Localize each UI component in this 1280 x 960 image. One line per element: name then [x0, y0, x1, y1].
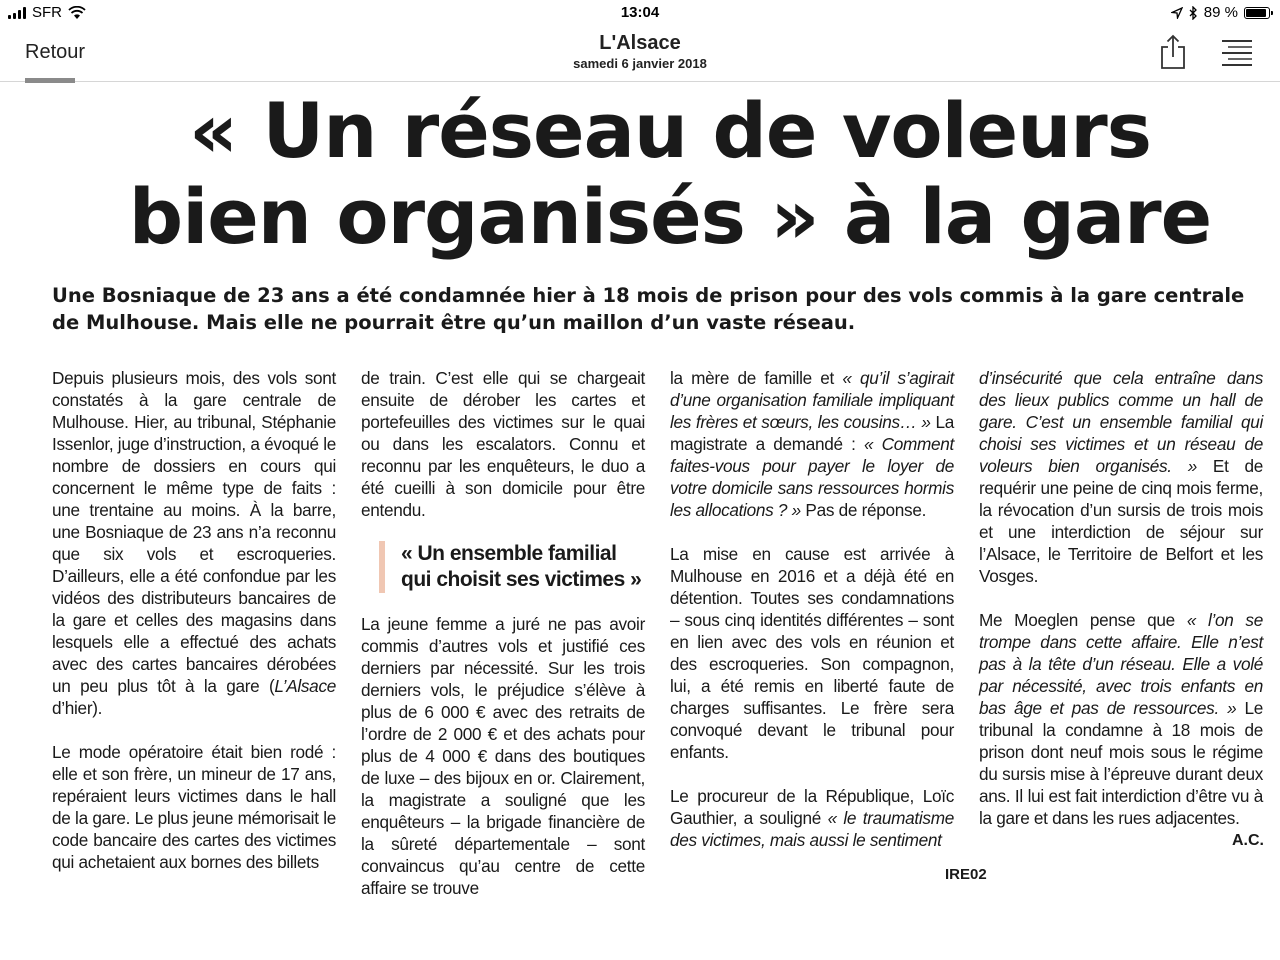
share-button[interactable]: [1158, 34, 1188, 70]
article-subheading: « Un ensemble familial qui choisit ses victimes »: [379, 541, 645, 593]
battery-fill: [1246, 9, 1266, 17]
paragraph: [52, 367, 336, 719]
paragraph-text: Depuis plusieurs mois, des vols sont constatés à la gare centrale de Mulhouse. Hier, au tribunal, Stéphanie Issenlor, juge d’instruction, a évoqué le nombre de dossiers en cours qui concernent le même type de faits : une trentaine au moins. À la barre, une Bosniaque de 23 ans n’a reconnu que six vols et escroqueries. D’ailleurs, elle a été confondue par les vidéos des distributeurs bancaires de la gare et celles des magasins dans lesquels elle a effectué des achats avec des cartes bancaires dérobées un peu plus tôt à la gare (: [52, 368, 336, 696]
article-lead: Une Bosniaque de 23 ans a été condamnée hier à 18 mois de prison pour des vols commis à la gare centrale de Mulhouse. Mais elle ne pourrait être qu’un maillon d’un vaste réseau.: [52, 284, 1245, 334]
paragraph-text: Le tribunal la condamne à 18 mois de prison dont neuf mois sous le régime du sursis mise à l’épreuve durant deux ans. Il lui est fait interdiction d’être vu à la gare et dans les rues adjacentes.: [979, 698, 1263, 828]
nav-bar: [0, 26, 1280, 82]
paragraph-text: Pas de réponse.: [800, 500, 927, 520]
paragraph: de train. C’est elle qui se chargeait ensuite de dérober les cartes et portefeuilles des victimes sur le quai ou dans les escalators. Connu et reconnu par les enquêteurs, le duo a été cueilli à son domicile pour être entendu.: [361, 368, 645, 520]
battery-icon: [1244, 7, 1270, 19]
quote: « qu’il s’agirait d’une organisation familiale impliquant les frères et sœurs, les cousins… »: [670, 368, 954, 432]
headline-line-2: bien organisés » à la gare: [128, 172, 1212, 261]
article-column-4: [979, 367, 1263, 829]
quote: d’insécurité que cela entraîne dans des lieux publics comme un hall de gare. C’est un ensemble familial qui choisi ses victimes et un réseau de voleurs bien organisés. »: [979, 368, 1263, 476]
publication-date: samedi 6 janvier 2018: [573, 56, 707, 71]
quote: « le traumatisme des victimes, mais aussi le sentiment: [670, 808, 954, 850]
publication-title: L'Alsace: [599, 32, 681, 54]
paragraph: [670, 785, 954, 851]
carrier-label: SFR: [32, 4, 62, 21]
share-icon: [1158, 34, 1188, 70]
paragraph: [979, 367, 1263, 587]
article-column-2: [361, 367, 645, 899]
newspaper-reference: L’Alsace: [274, 676, 336, 696]
list-icon: [1220, 38, 1254, 66]
page-code: IRE02: [945, 866, 987, 883]
headline-line-1: « Un réseau de voleurs: [188, 86, 1152, 175]
quote: « Comment faites-vous pour payer le loyer de votre domicile sans ressources hormis les allocations ? »: [670, 434, 954, 520]
article-column-1: [52, 367, 336, 873]
quote: « l’on se trompe dans cette affaire. Elle n’est pas à la tête d’un réseau. Elle a volé par nécessité, avec trois enfants en bas âge et pas de ressources. »: [979, 610, 1263, 718]
paragraph: [670, 367, 954, 521]
status-right: [1171, 4, 1270, 21]
paragraph: La mise en cause est arrivée à Mulhouse en 2016 et a déjà été en détention. Toutes ses condamnations – sous cinq identités différentes – sont en lien avec des vols en réunion et des escroqueries. Son compagnon, lui, a été remis en liberté faute de charges suffisantes. Le frère sera convoqué devant le tribunal pour enfants.: [670, 544, 954, 762]
back-underline: [25, 78, 75, 83]
paragraph: La jeune femme a juré ne pas avoir commis d’autres vols et justifié ces derniers par nécessité. Sur les trois derniers vols, le préjudice s’élève à plus de 6 000 € avec des retraits de l’ordre de 2 000 € et des achats pour plus de 4 000 € dans des boutiques de luxe – des bijoux en or. Clairement, la magistrate a souligné que les enquêteurs – la brigade financière de la sûreté départementale – sont convaincus qu’au centre de cette affaire se trouve: [361, 614, 645, 898]
status-bar: [0, 0, 1280, 26]
location-arrow-icon: [1171, 7, 1183, 19]
paragraph: [979, 609, 1263, 829]
paragraph-text: d’hier).: [52, 698, 103, 718]
toc-button[interactable]: [1220, 38, 1254, 66]
author-signature: A.C.: [1232, 832, 1264, 849]
battery-percent: 89 %: [1203, 4, 1238, 21]
paragraph-text: la mère de famille et: [670, 368, 843, 388]
back-button[interactable]: Retour: [25, 41, 86, 63]
bluetooth-icon: [1189, 6, 1198, 20]
paragraph-text: Me Moeglen pense que: [979, 610, 1187, 630]
paragraph-text: Et de requérir une peine de cinq mois ferme, la révocation d’un sursis de trois mois et une interdiction de séjour sur l’Alsace, le Territoire de Belfort et les Vosges.: [979, 456, 1263, 586]
paragraph-text: La magistrate a demandé :: [670, 412, 954, 454]
status-time: 13:04: [620, 4, 660, 21]
paragraph-text: Le procureur de la République, Loïc Gauthier, a souligné: [670, 786, 954, 828]
article-column-3: [670, 367, 954, 851]
paragraph: Le mode opératoire était bien rodé : elle et son frère, un mineur de 17 ans, repéraient leurs victimes dans le hall de la gare. Le plus jeune mémorisait le code bancaire des cartes des victimes qui achetaient aux bornes des billets: [52, 742, 336, 872]
